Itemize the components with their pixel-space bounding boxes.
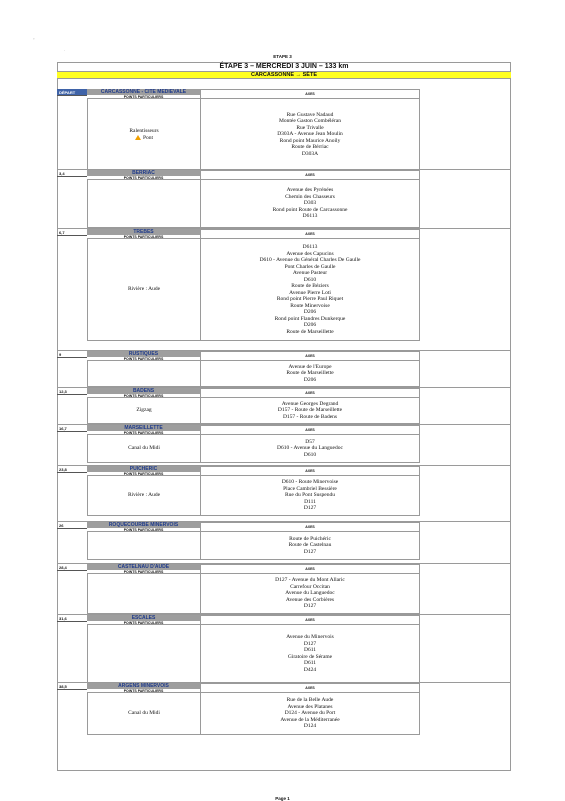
axis-item: Route de Marseillette — [286, 370, 334, 377]
axis-item: D127 - Avenue du Mont Allaric — [275, 577, 345, 584]
km-marker: 23,8 — [57, 466, 87, 473]
axis-item: Carrefour Occitan — [290, 583, 330, 590]
locality-name: PUICHÉRIC — [87, 466, 200, 472]
axis-item: D111 — [304, 498, 316, 505]
points-cell — [87, 398, 200, 424]
page-number: Page 1 — [275, 796, 290, 801]
axis-item: D610 - Avenue du Général Charles De Gaulle — [259, 257, 361, 263]
axes-cell — [200, 532, 420, 560]
points-header: POINTS PARTICULIERS — [87, 689, 200, 693]
axes-cell — [200, 99, 420, 171]
section-divider — [57, 424, 511, 425]
axis-item: Avenue Pierre Loti — [289, 289, 331, 296]
km-marker: 26 — [57, 522, 87, 529]
points-header: POINTS PARTICULIERS — [87, 95, 200, 99]
points-header: POINTS PARTICULIERS — [87, 528, 200, 532]
points-cell — [87, 99, 200, 171]
point-item: Ralentisseurs — [129, 128, 159, 134]
points-cell — [87, 476, 200, 516]
axis-item: Avenue du Languedoc — [285, 590, 335, 597]
points-cell — [87, 180, 200, 228]
km-marker: 31,6 — [57, 615, 87, 622]
axis-item: Route de Puichéric — [289, 535, 331, 542]
points-cell — [87, 435, 200, 463]
axis-item: D610 - Route Minervoise — [281, 479, 339, 486]
axes-header: AXES — [200, 564, 420, 574]
axis-item: D127 — [303, 548, 317, 555]
axes-header: AXES — [200, 170, 420, 180]
km-marker: 38,5 — [57, 683, 87, 690]
axes-header: AXES — [200, 388, 420, 398]
axes-header: AXES — [200, 615, 420, 625]
axes-header: AXES — [200, 89, 420, 99]
axis-item: Avenue Georges Degrand — [281, 400, 339, 407]
points-header: POINTS PARTICULIERS — [87, 570, 200, 574]
points-cell — [87, 574, 200, 614]
axis-item: D57 — [305, 438, 315, 445]
points-header: POINTS PARTICULIERS — [87, 472, 200, 476]
axis-item: D424 — [303, 666, 317, 673]
section-divider — [57, 228, 511, 229]
axis-item: Route de Bérriac — [291, 144, 329, 151]
axis-item: D610 — [303, 276, 317, 283]
point-item: Rivière : Aude — [127, 492, 161, 499]
axes-header: AXES — [200, 683, 420, 693]
axes-cell — [200, 239, 420, 341]
stage-title: ÉTAPE 3 – MERCREDI 3 JUIN – 133 km — [219, 63, 349, 70]
axis-item: D124 - Avenue du Port — [284, 710, 336, 717]
axis-item: Rue Gustave Nadaud — [286, 111, 334, 118]
points-cell — [87, 239, 200, 341]
km-marker: 12,3 — [57, 388, 87, 395]
axis-item: Route de Béziers — [291, 283, 329, 289]
axes-header: AXES — [200, 466, 420, 476]
axis-item: Pont Charles de Gaulle — [284, 263, 336, 270]
axis-item: D157 - Route de Marseillette — [277, 407, 343, 414]
locality-name: ARGENS MINERVOIS — [87, 683, 200, 689]
scan-mark: ° — [33, 37, 35, 42]
section-divider — [57, 614, 511, 615]
axis-item: D611 — [303, 647, 317, 653]
points-header: POINTS PARTICULIERS — [87, 357, 200, 361]
axes-cell — [200, 476, 420, 516]
axis-item: Avenue des Platanes — [287, 703, 333, 710]
axis-item: D611 — [303, 660, 317, 666]
points-cell — [87, 625, 200, 683]
axis-item: Avenue des Pyrénées — [286, 187, 334, 194]
point-item: Zigzag — [136, 407, 152, 414]
axis-item: D303 — [303, 200, 317, 207]
axis-item: D206 — [303, 322, 317, 328]
axis-item: Giratoire de Sérame — [287, 653, 333, 660]
axis-item: Rue de la Belle Aude — [286, 697, 334, 704]
section-divider — [57, 350, 511, 351]
axis-item: Rue du Pont Suspendu — [285, 492, 335, 499]
axis-item: Route de Castelnau — [288, 542, 332, 549]
axis-item: D610 — [303, 451, 317, 458]
km-marker: 28,4 — [57, 564, 87, 571]
axis-item: D206 — [303, 309, 317, 315]
point-item: Canal du Midi — [128, 445, 160, 452]
page-label: ETAPE 3 — [273, 54, 292, 59]
locality-name: CARCASSONNE - CITÉ MÉDIÉVALE — [87, 89, 200, 95]
axes-cell — [200, 180, 420, 228]
axis-item: D303A - Avenue Jean Moulin — [277, 131, 343, 138]
km-marker: 9 — [57, 351, 87, 358]
locality-name: ROQUECOURBE MINERVOIS — [87, 522, 200, 528]
point-item: Canal du Midi — [128, 710, 160, 717]
warning-icon — [135, 135, 141, 140]
locality-name: CASTELNAU D'AUDE — [87, 564, 200, 570]
points-cell — [87, 361, 200, 387]
axes-cell — [200, 398, 420, 424]
axes-cell — [200, 435, 420, 463]
locality-name: RUSTIQUES — [87, 351, 200, 357]
points-cell — [87, 532, 200, 560]
km-marker: 6,7 — [57, 229, 87, 236]
locality-name: ESCALES — [87, 615, 200, 621]
km-marker: DÉPART — [57, 89, 87, 96]
axis-item: D6113 — [302, 244, 318, 250]
axis-item: Rue Trivalle — [296, 124, 324, 131]
axis-item: Rond point Pierre Paul Riquet — [276, 296, 344, 302]
point-item: Pont — [135, 135, 153, 142]
locality-name: BERRIAC — [87, 170, 200, 176]
axis-item: Avenue de l'Europe — [288, 363, 332, 370]
axis-item: D157 - Route de Badens — [282, 413, 338, 420]
axis-item: D127 — [303, 640, 317, 647]
axes-cell — [200, 574, 420, 614]
axis-item: D124 — [303, 723, 317, 730]
point-item: Rivière : Aude — [127, 286, 161, 293]
axes-header: AXES — [200, 229, 420, 239]
section-divider — [57, 682, 511, 683]
axis-item: Avenue des Corbières — [285, 596, 335, 603]
points-header: POINTS PARTICULIERS — [87, 431, 200, 435]
axes-header: AXES — [200, 522, 420, 532]
locality-name: TRÈBES — [87, 229, 200, 235]
section-divider — [57, 521, 511, 522]
points-header: POINTS PARTICULIERS — [87, 176, 200, 180]
section-divider — [57, 387, 511, 388]
points-cell — [87, 693, 200, 735]
axis-item: Route Minervoise — [290, 302, 330, 309]
axis-item: Route de Marseillette — [286, 328, 334, 335]
axis-item: Avenue du Minervois — [286, 634, 334, 640]
locality-name: BADENS — [87, 388, 200, 394]
axes-header: AXES — [200, 351, 420, 361]
section-divider — [57, 169, 511, 170]
section-divider — [57, 465, 511, 466]
axis-item: D127 — [303, 603, 317, 610]
section-divider — [57, 563, 511, 564]
axes-cell — [200, 693, 420, 735]
route-banner: CARCASSONNE → SÈTE — [57, 71, 511, 79]
axis-item: D127 — [303, 505, 317, 512]
axis-item: Montée Gaston Combéléran — [278, 118, 341, 125]
axis-item: Rond point Route de Carcassonne — [272, 206, 348, 213]
points-header: POINTS PARTICULIERS — [87, 235, 200, 239]
km-marker: 3,4 — [57, 170, 87, 177]
axis-item: Avenue Pasteur — [292, 270, 328, 276]
axis-item: Place Cambriel Bessière — [283, 485, 337, 492]
axis-item: Avenue de la Méditerranée — [280, 716, 340, 723]
axis-item: Rond point Maurice Anoily — [279, 137, 341, 144]
locality-name: MARSEILLETTE — [87, 425, 200, 431]
axis-item: Rond point Flandres Dunkerque — [274, 315, 346, 322]
axes-cell — [200, 625, 420, 683]
km-marker: 16,7 — [57, 425, 87, 432]
axis-item: D206 — [303, 376, 317, 383]
axis-item: D6113 — [302, 213, 318, 220]
axis-item: Avenue des Capucins — [286, 250, 334, 257]
axes-cell — [200, 361, 420, 387]
axis-item: Chemin des Chasseurs — [285, 193, 335, 200]
axis-item: D303A — [301, 150, 319, 157]
axes-header: AXES — [200, 425, 420, 435]
scan-mark: · — [64, 48, 66, 53]
axis-item: D610 - Avenue du Languedoc — [277, 445, 343, 452]
points-header: POINTS PARTICULIERS — [87, 394, 200, 398]
points-header: POINTS PARTICULIERS — [87, 621, 200, 625]
